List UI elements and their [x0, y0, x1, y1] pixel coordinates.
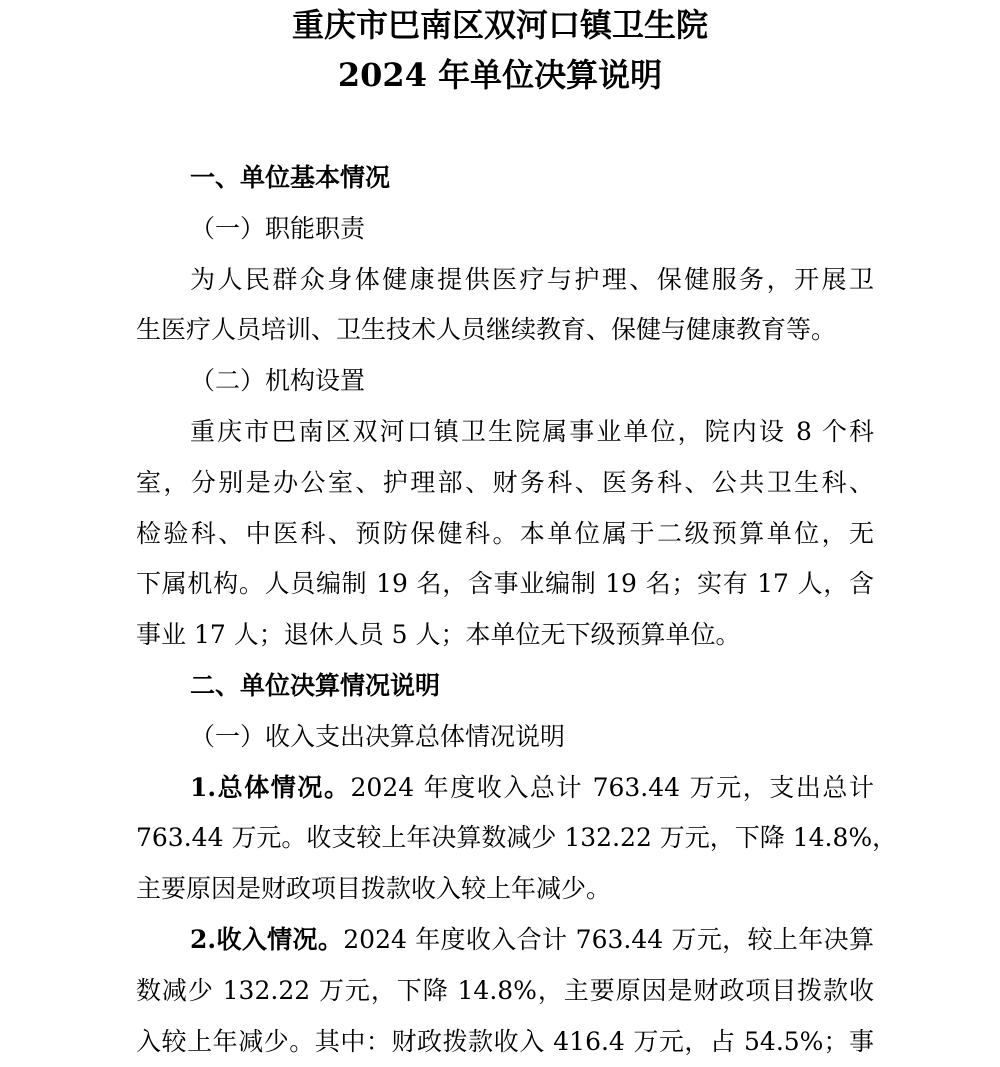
line-text: 入较上年减少。其中：财政拨款收入 416.4 万元，占 54.5%；事 [136, 1026, 874, 1056]
line-text: 763.44 万元。收支较上年决算数减少 132.22 万元，下降 14.8%， [136, 823, 898, 853]
line-text: 2024 年度收入合计 763.44 万元，较上年决算 [343, 924, 874, 954]
text-line [136, 255, 874, 306]
line-text: 室，分别是办公室、护理部、财务科、医务科、公共卫生科、 [136, 467, 874, 497]
text-line [136, 305, 874, 356]
line-text: 事业 17 人；退休人员 5 人；本单位无下级预算单位。 [136, 620, 741, 650]
line-text: 生医疗人员培训、卫生技术人员继续教育、保健与健康教育等。 [136, 315, 837, 345]
line-text: 一、单位基本情况 [190, 163, 391, 192]
section-heading [136, 661, 874, 712]
line-text: 为人民群众身体健康提供医疗与护理、保健服务，开展卫 [190, 264, 874, 294]
text-line [136, 356, 874, 407]
document-body [136, 153, 898, 1067]
line-text: 检验科、中医科、预防保健科。本单位属于二级预算单位，无 [136, 518, 874, 548]
text-line [136, 407, 874, 458]
text-line [136, 966, 874, 1017]
paragraph-lead: 2.收入情况。 [190, 924, 344, 954]
line-text: （一）收入支出决算总体情况说明 [190, 721, 566, 751]
paragraph-lead: 1.总体情况。 [190, 772, 351, 802]
line-text: 主要原因是财政项目拨款收入较上年减少。 [136, 874, 612, 904]
text-line [136, 458, 874, 509]
line-text: （二）机构设置 [190, 366, 366, 396]
text-line [136, 915, 874, 966]
text-line [136, 813, 898, 864]
text-line [136, 712, 874, 763]
text-line [136, 610, 874, 661]
document-title-line2: 2024 年单位决算说明 [337, 56, 663, 94]
line-text: （一）职能职责 [190, 213, 366, 243]
line-text: 二、单位决算情况说明 [190, 670, 441, 700]
text-line [136, 204, 874, 255]
line-text: 下属机构。人员编制 19 名，含事业编制 19 名；实有 17 人，含 [136, 569, 874, 599]
text-line [136, 559, 874, 610]
line-text: 2024 年度收入总计 763.44 万元，支出总计 [350, 772, 874, 802]
text-line [136, 864, 874, 915]
document-title-line1: 重庆市巴南区双河口镇卫生院 [291, 6, 708, 44]
text-line [136, 763, 874, 814]
line-text: 重庆市巴南区双河口镇卫生院属事业单位，院内设 8 个科 [190, 416, 874, 446]
line-text: 数减少 132.22 万元，下降 14.8%，主要原因是财政项目拨款收 [136, 975, 874, 1005]
section-heading [136, 153, 874, 204]
text-line [136, 509, 874, 560]
text-line [136, 1017, 874, 1067]
